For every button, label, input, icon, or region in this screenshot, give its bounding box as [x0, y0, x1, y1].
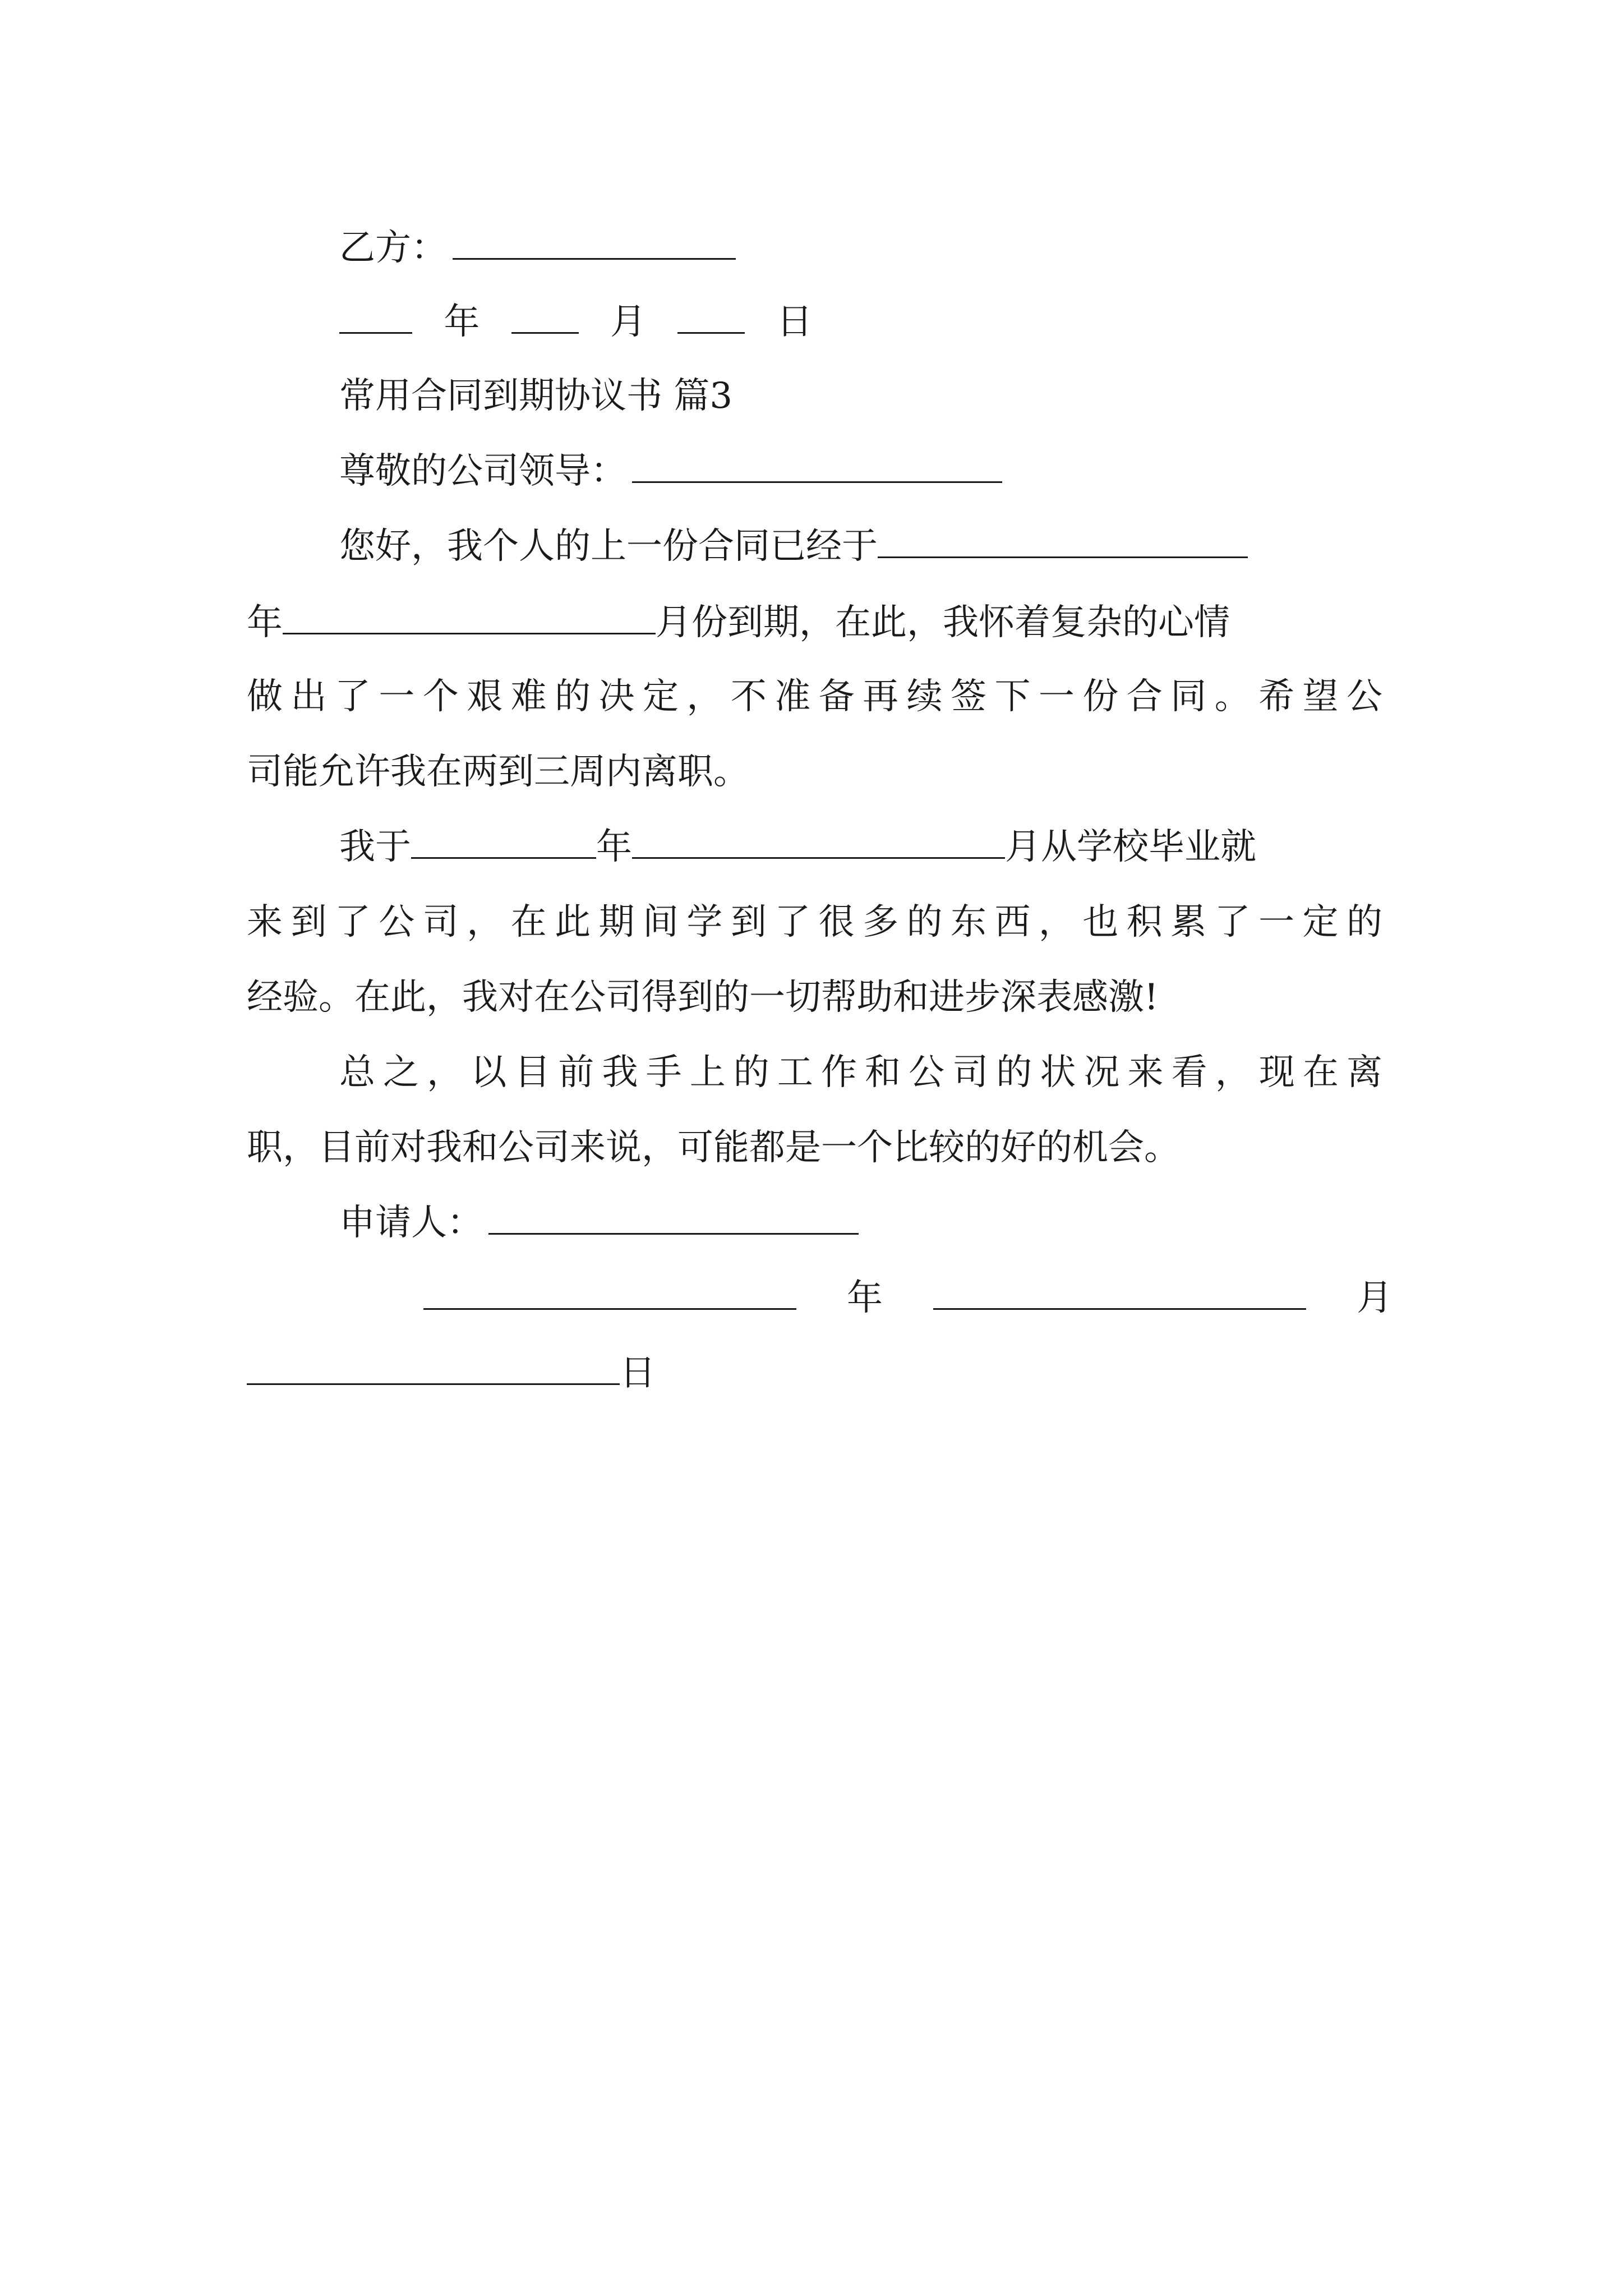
para3-line1: 总之，以目前我手上的工作和公司的状况来看，现在离 — [339, 1052, 1382, 1093]
para2-line2: 来到了公司，在此期间学到了很多的东西，也积累了一定的 — [247, 901, 1382, 943]
para1-line3: 做出了一个艰难的决定，不准备再续签下一份合同。希望公 — [247, 676, 1382, 717]
para2-line3: 经验。在此，我对在公司得到的一切帮助和进步深表感激! — [247, 977, 1159, 1018]
para1-blank-a — [878, 525, 1248, 558]
applicant-label: 申请人： — [339, 1202, 483, 1244]
sign-month-label: 月 — [1357, 1277, 1393, 1319]
para2-text-2: 月从学校毕业就 — [1005, 826, 1256, 868]
applicant-line — [339, 1199, 859, 1246]
party-b-label: 乙方： — [339, 227, 447, 269]
section-heading: 常用合同到期协议书 篇3 — [339, 375, 733, 417]
sign-day-blank — [247, 1352, 620, 1385]
para2-year-label: 年 — [596, 826, 632, 868]
applicant-blank — [488, 1202, 859, 1235]
sign-year-label: 年 — [847, 1277, 883, 1319]
party-b-blank — [453, 227, 736, 260]
para2-blank-b — [632, 826, 1005, 859]
salutation-blank — [632, 450, 1002, 483]
sign-month-blank — [933, 1277, 1306, 1310]
salutation-label: 尊敬的公司领导： — [339, 450, 626, 492]
year-blank — [339, 301, 412, 334]
para3-line2: 职，目前对我和公司来说，可能都是一个比较的好的机会。 — [247, 1127, 1180, 1168]
day-label: 日 — [776, 301, 813, 343]
para2-line1 — [339, 823, 1382, 871]
sign-day-line — [247, 1350, 656, 1397]
sign-year-blank — [423, 1277, 796, 1310]
month-blank — [511, 301, 579, 334]
sign-date-line — [423, 1274, 1393, 1322]
year-label: 年 — [444, 301, 480, 343]
para1-text-2: 月份到期，在此，我怀着复杂的心情 — [656, 602, 1230, 643]
day-blank — [677, 301, 745, 334]
para1-text: 您好，我个人的上一份合同已经于 — [339, 526, 878, 567]
para1-line4: 司能允许我在两到三周内离职。 — [247, 751, 749, 793]
party-b-line — [339, 224, 736, 272]
para1-line2 — [247, 599, 1382, 646]
para2-text: 我于 — [339, 826, 411, 868]
para1-line1 — [339, 523, 1382, 570]
para1-year-label: 年 — [247, 602, 283, 643]
salutation-line — [339, 448, 1002, 495]
para1-blank-b — [283, 601, 656, 634]
month-label: 月 — [610, 301, 647, 343]
sign-day-label: 日 — [620, 1352, 656, 1394]
para2-blank-a — [411, 826, 596, 859]
date-line — [339, 298, 813, 346]
